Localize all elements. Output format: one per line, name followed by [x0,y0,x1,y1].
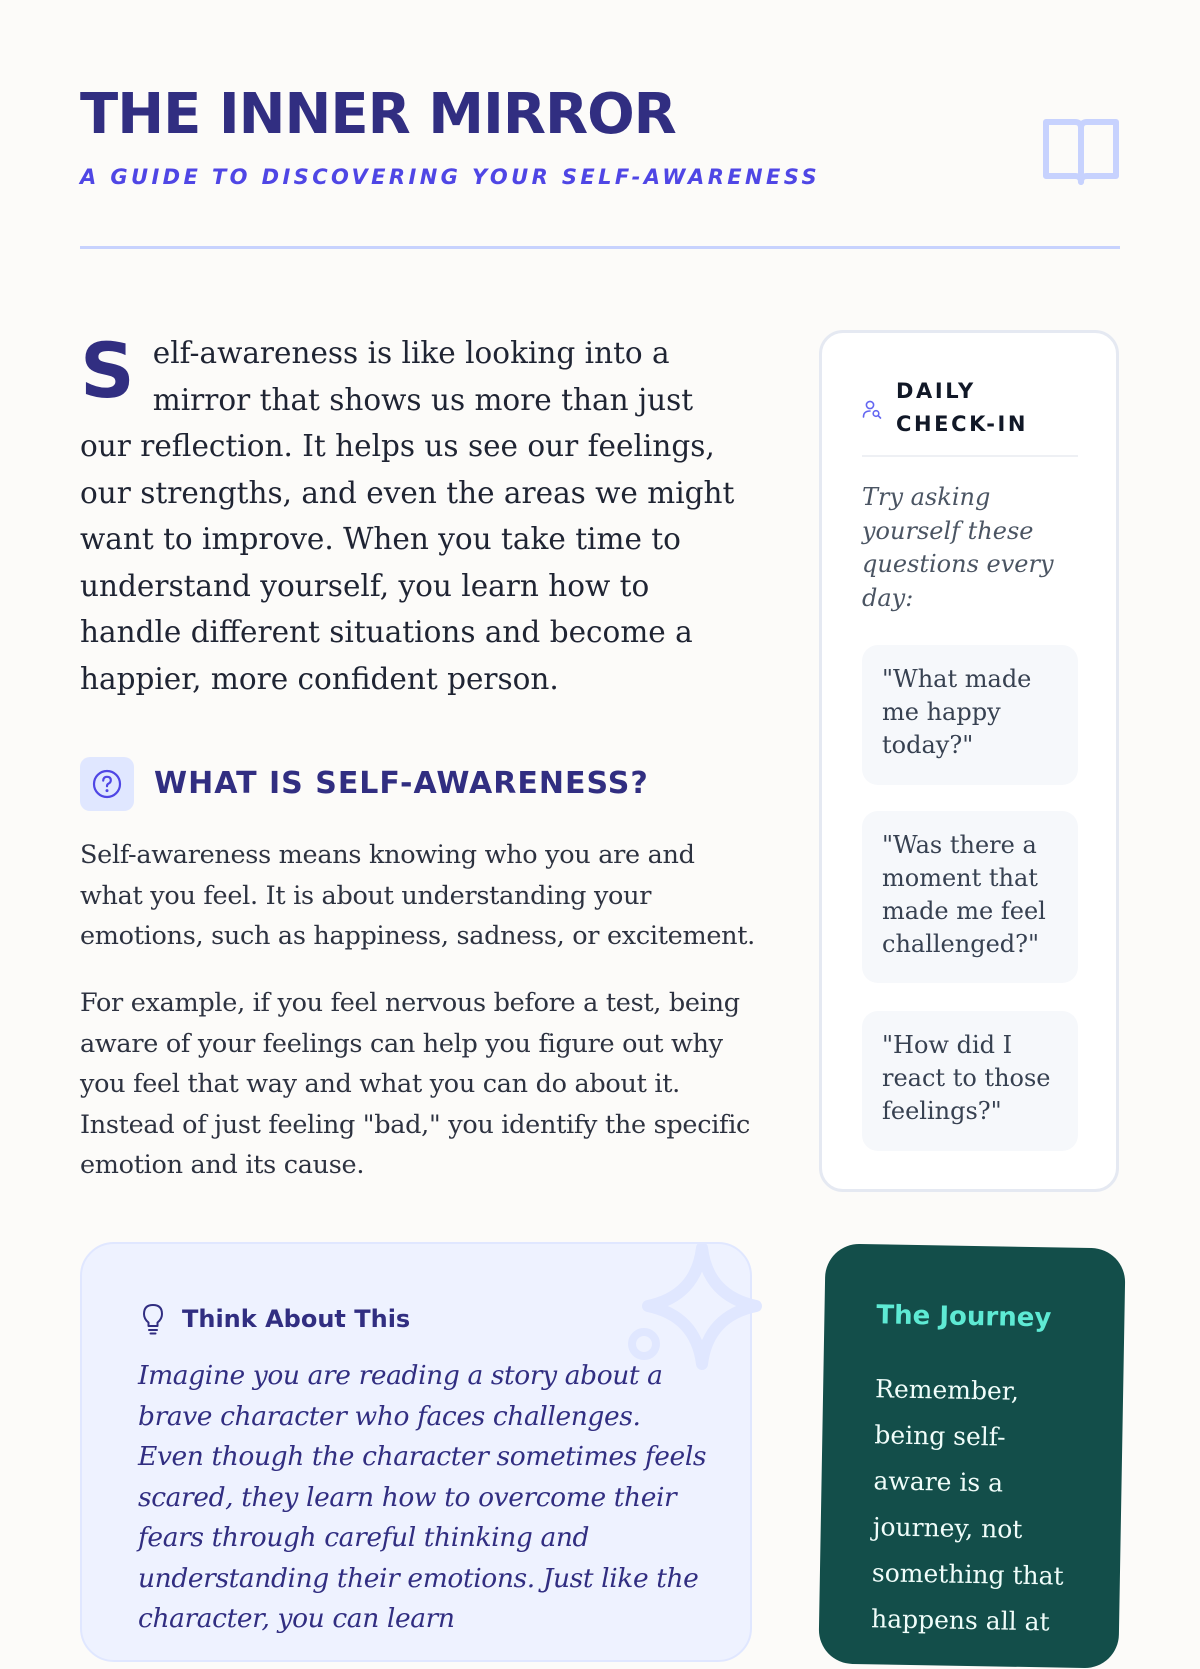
think-about-this-card [80,1242,752,1662]
book-open-icon [1042,118,1120,190]
section-title: WHAT IS SELF-AWARENESS? [154,766,649,801]
example-paragraph: For example, if you feel nervous before a test, being aware of your feelings can help you figure out why you feel that way and what you can do about it. Instead of just feeling "bad," you identify the specific emotion and its cause. [80,988,751,1180]
journey-card [818,1243,1125,1668]
journey-body: Remember, being self-aware is a journey, not something that happens all at [870,1374,1064,1637]
question-card: "What made me happy today?" [862,645,1078,785]
question-badge [80,757,134,811]
intro-text: elf-awareness is like looking into a mirror that shows us more than just our reflection. It helps us see our feelings, our strengths, and even the areas we might want to improve. When you take time to understand yourself, you learn how to handle different situations and become a happier, more confident person. [80,336,735,696]
question-card: "Was there a moment that made me feel challenged?" [862,811,1078,983]
daily-check-in-card [819,330,1119,1192]
check-in-header [862,375,1078,455]
check-in-intro: Try asking yourself these questions every day: [862,483,1054,612]
question-circle-icon [91,768,123,800]
check-in-title: DAILY CHECK-IN [896,379,1029,436]
user-search-icon [862,399,882,419]
question-card: "How did I react to those feelings?" [862,1011,1078,1151]
lightbulb-icon [138,1302,168,1336]
page-header [80,80,1120,250]
definition-paragraph: Self-awareness means knowing who you are and what you feel. It is about understanding your emotions, such as happiness, sadness, or excitement. [80,840,755,951]
drop-cap: S [80,326,135,415]
think-body: Imagine you are reading a story about a brave character who faces challenges. Even though the character sometimes feels scared, they learn how to overcome their fears through careful thinking and understanding their emotions. Just like the character, you can learn [138,1360,707,1634]
page-title: THE INNER MIRROR [80,82,676,147]
intro-paragraph [80,326,750,702]
page-subtitle: A GUIDE TO DISCOVERING YOUR SELF-AWARENESS [80,165,821,189]
check-in-divider [862,455,1078,457]
section-heading [80,757,760,811]
header-divider [80,246,1120,249]
think-title: Think About This [182,1305,411,1333]
journey-title: The Journey [876,1300,1052,1334]
